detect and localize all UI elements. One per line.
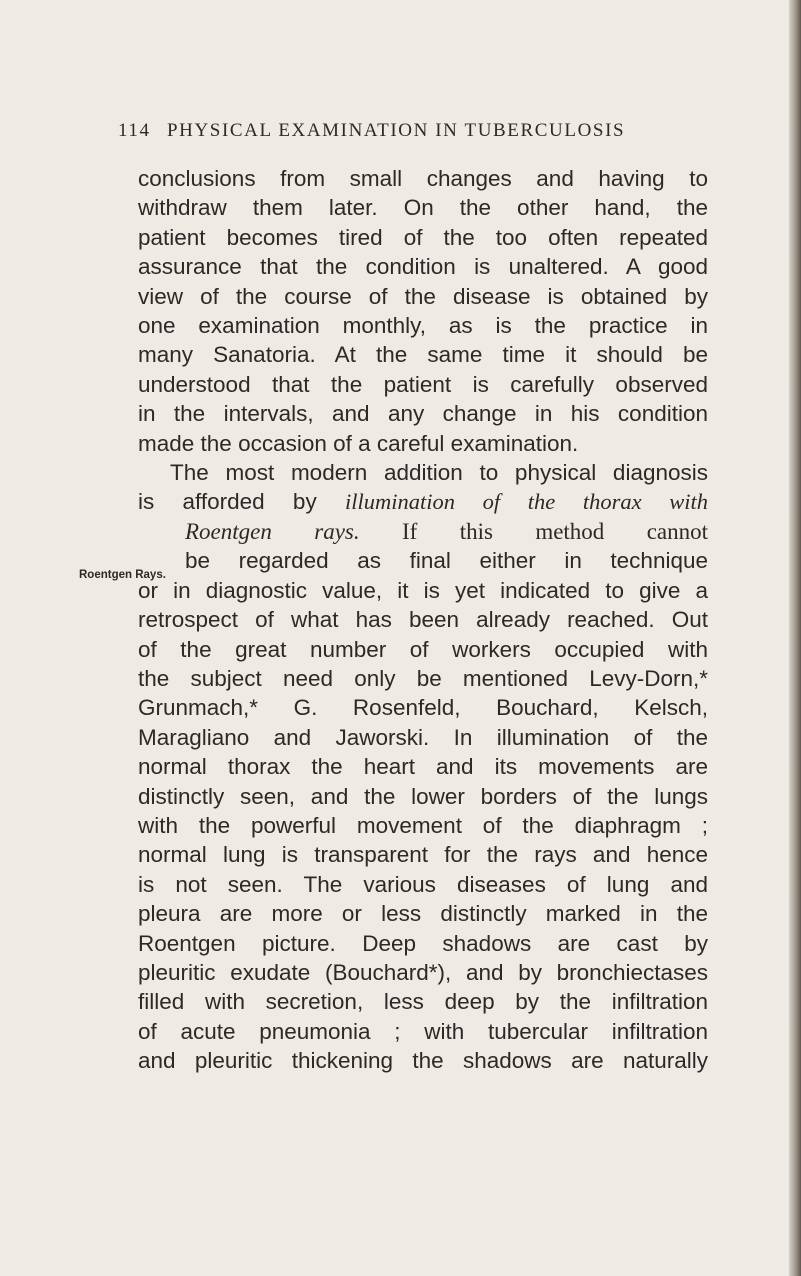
text-line xyxy=(138,517,708,546)
text-line: Grunmach,* G. Rosenfeld, Bouchard, Kelsch, xyxy=(138,695,708,721)
text-line: pleura are more or less distinctly marked in the xyxy=(138,901,708,927)
text-line: the subject need only be mentioned Levy-Dorn,* xyxy=(138,665,708,691)
text-line: or in diagnostic value, it is yet indicated to give a xyxy=(138,577,708,603)
text-line: filled with secretion, less deep by the infiltration xyxy=(138,989,708,1015)
running-title: PHYSICAL EXAMINATION IN TUBERCULOSIS xyxy=(166,120,626,141)
text-line: with the powerful movement of the diaphragm ; xyxy=(138,812,708,838)
text-line: patient becomes tired of the too often repeated xyxy=(138,224,708,250)
page-number: 114 xyxy=(118,120,151,141)
page-edge-shadow xyxy=(789,0,801,1276)
text-line: Maragliano and Jaworski. In illumination of the xyxy=(138,724,708,750)
text-line: view of the course of the disease is obtained by xyxy=(138,283,708,309)
text-line: and pleuritic thickening the shadows are naturally xyxy=(138,1048,708,1074)
text-line: distinctly seen, and the lower borders of the lungs xyxy=(138,783,708,809)
body-text xyxy=(138,164,708,1076)
text-line: Roentgen picture. Deep shadows are cast by xyxy=(138,930,708,956)
text-line: many Sanatoria. At the same time it should be xyxy=(138,342,708,368)
text-line: of the great number of workers occupied with xyxy=(138,636,708,662)
text-line: in the intervals, and any change in his condition xyxy=(138,401,708,427)
running-head xyxy=(118,120,625,142)
text-line: understood that the patient is carefully observed xyxy=(138,371,708,397)
text-line: assurance that the condition is unaltered. A good xyxy=(138,254,708,280)
text-line: normal lung is transparent for the rays and hence xyxy=(138,842,708,868)
text-line xyxy=(138,487,708,516)
text-line: conclusions from small changes and having to xyxy=(138,166,708,191)
text-line: The most modern addition to physical diagnosis xyxy=(170,460,708,486)
text-line: be regarded as final either in technique xyxy=(185,548,708,574)
text-line: made the occasion of a careful examination. xyxy=(138,430,579,456)
text-line: withdraw them later. On the other hand, the xyxy=(138,195,708,221)
margin-note: Roentgen Rays. xyxy=(79,569,166,581)
text-fragment: If this method cannot xyxy=(402,518,708,544)
text-line: normal thorax the heart and its movements are xyxy=(138,754,708,780)
italic-phrase: Roentgen rays. xyxy=(185,518,360,544)
text-fragment: is afforded by xyxy=(138,489,317,515)
text-line: retrospect of what has been already reached. Out xyxy=(138,607,708,633)
text-line: of acute pneumonia ; with tubercular infiltration xyxy=(138,1018,708,1044)
italic-phrase: illumination of the thorax with xyxy=(344,489,709,515)
text-line: pleuritic exudate (Bouchard*), and by bronchiectases xyxy=(138,959,708,985)
text-line: is not seen. The various diseases of lung and xyxy=(138,871,708,897)
text-line: one examination monthly, as is the practice in xyxy=(138,313,708,339)
